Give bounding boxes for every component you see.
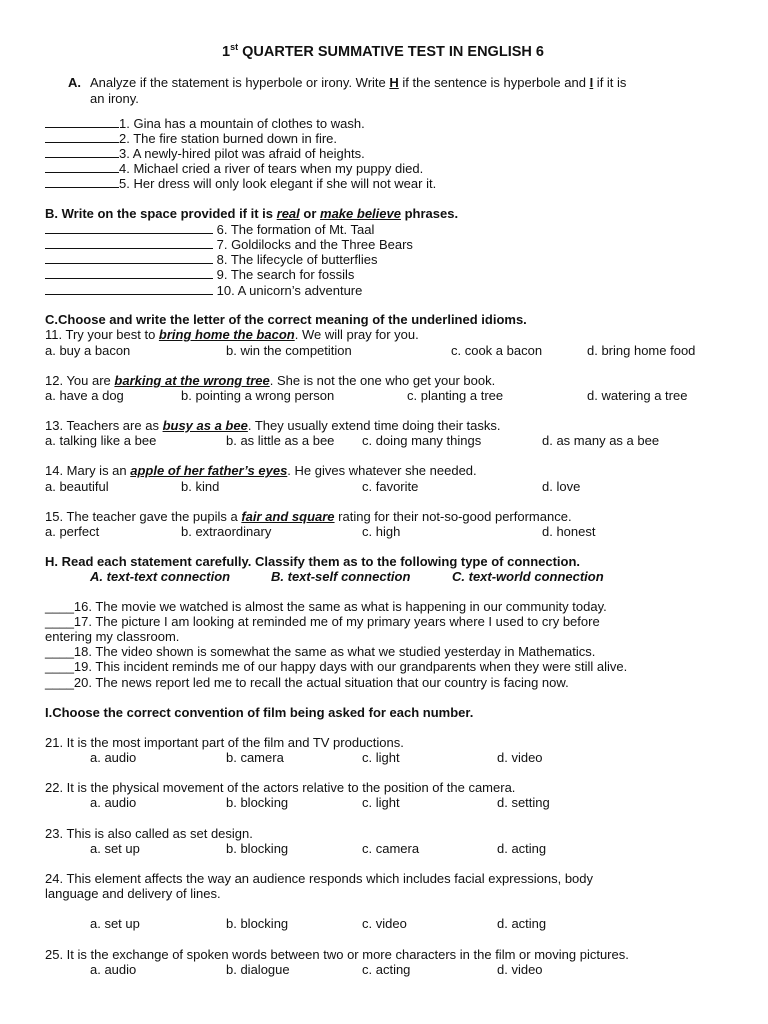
option[interactable]: a. talking like a bee	[45, 433, 157, 448]
answer-blank[interactable]	[45, 267, 213, 279]
option[interactable]: b. blocking	[226, 841, 289, 856]
idiom: bring home the bacon	[158, 327, 295, 342]
list-item	[45, 283, 362, 298]
heading-text: phrases.	[400, 206, 459, 221]
item-text: 6. The formation of Mt. Taal	[213, 222, 375, 237]
connection-type: B. text-self connection	[271, 569, 411, 584]
option[interactable]: d. as many as a bee	[542, 433, 660, 448]
section-h-heading: H. Read each statement carefully. Classify them as to the following type of connection.	[45, 554, 581, 569]
option[interactable]: b. blocking	[226, 916, 289, 931]
option[interactable]: b. blocking	[226, 795, 289, 810]
option[interactable]: a. set up	[90, 841, 140, 856]
item-text: 18. The video shown is somewhat the same as what we studied yesterday in Mathematics.	[73, 644, 596, 659]
section-a-letter: A.	[68, 75, 81, 90]
option[interactable]: d. video	[497, 962, 543, 977]
question-text: rating for their not-so-good performance.	[334, 509, 572, 524]
question-text: 15. The teacher gave the pupils a	[45, 509, 242, 524]
list-item	[45, 252, 378, 267]
list-item	[45, 614, 600, 629]
option[interactable]: d. acting	[497, 916, 547, 931]
option[interactable]: d. honest	[542, 524, 596, 539]
list-item	[45, 161, 423, 176]
option[interactable]: b. dialogue	[226, 962, 290, 977]
title-text: QUARTER SUMMATIVE TEST IN ENGLISH 6	[238, 43, 544, 60]
connection-type: A. text-text connection	[90, 569, 231, 584]
question-text: . She is not the one who get your book.	[269, 373, 496, 388]
answer-blank[interactable]	[45, 222, 213, 234]
item-text: 17. The picture I am looking at reminded me of my primary years where I used to cry before	[73, 614, 600, 629]
heading-make-believe: make believe	[320, 206, 401, 221]
item-text: 5. Her dress will only look elegant if she will not wear it.	[119, 176, 437, 191]
page-title	[222, 40, 544, 60]
question-22: 22. It is the physical movement of the actors relative to the position of the camera.	[45, 780, 516, 795]
item-text: 2. The fire station burned down in fire.	[119, 131, 337, 146]
option[interactable]: b. extraordinary	[181, 524, 272, 539]
option[interactable]: d. setting	[497, 795, 550, 810]
question-15	[45, 509, 572, 524]
idiom: busy as a bee	[162, 418, 248, 433]
option[interactable]: d. video	[497, 750, 543, 765]
option[interactable]: a. beautiful	[45, 479, 109, 494]
question-24: 24. This element affects the way an audience responds which includes facial expressions, body	[45, 871, 594, 886]
answer-blank[interactable]	[45, 237, 213, 249]
instruction-text: if the sentence is hyperbole and	[398, 75, 590, 90]
list-item	[45, 222, 374, 237]
answer-blank[interactable]	[45, 131, 119, 143]
question-13	[45, 418, 501, 433]
question-text: . They usually extend time doing their tasks.	[247, 418, 501, 433]
item-text: 10. A unicorn’s adventure	[213, 283, 363, 298]
item-text: 8. The lifecycle of butterflies	[213, 252, 378, 267]
option[interactable]: b. camera	[226, 750, 284, 765]
answer-blank[interactable]: ____	[45, 599, 74, 614]
item-text: 1. Gina has a mountain of clothes to wash.	[119, 116, 365, 131]
instruction-text: Analyze if the statement is hyperbole or irony. Write	[90, 75, 390, 90]
item-continuation: entering my classroom.	[45, 629, 180, 644]
option[interactable]: c. doing many things	[362, 433, 482, 448]
section-a-instruction-cont: an irony.	[90, 91, 139, 106]
option[interactable]: a. buy a bacon	[45, 343, 131, 358]
list-item	[45, 599, 607, 614]
list-item	[45, 176, 436, 191]
option[interactable]: b. as little as a bee	[226, 433, 335, 448]
list-item	[45, 146, 365, 161]
answer-blank[interactable]: ____	[45, 675, 74, 690]
list-item	[45, 237, 413, 252]
option[interactable]: a. audio	[90, 962, 137, 977]
item-text: 7. Goldilocks and the Three Bears	[213, 237, 413, 252]
heading-real: real	[276, 206, 300, 221]
title-number: 1	[222, 43, 231, 60]
list-item	[45, 116, 365, 131]
answer-blank[interactable]: ____	[45, 614, 74, 629]
answer-blank[interactable]	[45, 283, 213, 295]
answer-blank[interactable]: ____	[45, 644, 74, 659]
question-21: 21. It is the most important part of the film and TV productions.	[45, 735, 404, 750]
section-c-heading: C.Choose and write the letter of the correct meaning of the underlined idioms.	[45, 312, 527, 327]
heading-text: B. Write on the space provided if it is	[45, 206, 277, 221]
item-text: 20. The news report led me to recall the actual situation that our country is facing now.	[73, 675, 569, 690]
answer-blank[interactable]	[45, 146, 119, 158]
question-text: 13. Teachers are as	[45, 418, 163, 433]
option[interactable]: c. cook a bacon	[451, 343, 543, 358]
list-item	[45, 267, 354, 282]
option[interactable]: d. love	[542, 479, 581, 494]
idiom: fair and square	[241, 509, 335, 524]
instruction-text: if it is	[593, 75, 627, 90]
question-25: 25. It is the exchange of spoken words between two or more characters in the film or moving pictures.	[45, 947, 629, 962]
answer-blank[interactable]	[45, 161, 119, 173]
answer-blank[interactable]: ____	[45, 659, 74, 674]
idiom: barking at the wrong tree	[114, 373, 270, 388]
option[interactable]: c. light	[362, 795, 400, 810]
question-24-cont: language and delivery of lines.	[45, 886, 221, 901]
item-text: 19. This incident reminds me of our happy days with our grandparents when they were still alive.	[73, 659, 628, 674]
instruction-i: I	[589, 75, 594, 90]
list-item	[45, 675, 569, 690]
option[interactable]: c. light	[362, 750, 400, 765]
option[interactable]: d. bring home food	[587, 343, 696, 358]
idiom: apple of her father’s eyes	[130, 463, 288, 478]
item-text: 16. The movie we watched is almost the same as what is happening in our community today.	[73, 599, 607, 614]
question-14	[45, 463, 477, 478]
option[interactable]: a. perfect	[45, 524, 100, 539]
option[interactable]: c. high	[362, 524, 401, 539]
option[interactable]: a. audio	[90, 750, 137, 765]
question-text: 14. Mary is an	[45, 463, 131, 478]
instruction-h: H	[389, 75, 399, 90]
answer-blank[interactable]	[45, 116, 119, 128]
section-b-heading	[45, 206, 458, 221]
question-text: . We will pray for you.	[294, 327, 419, 342]
option[interactable]: a. set up	[90, 916, 140, 931]
question-23: 23. This is also called as set design.	[45, 826, 253, 841]
option[interactable]: b. win the competition	[226, 343, 352, 358]
question-text: . He gives whatever she needed.	[287, 463, 477, 478]
option[interactable]: d. watering a tree	[587, 388, 688, 403]
answer-blank[interactable]	[45, 252, 213, 264]
item-text: 9. The search for fossils	[213, 267, 355, 282]
option[interactable]: c. acting	[362, 962, 411, 977]
answer-blank[interactable]	[45, 176, 119, 188]
option[interactable]: c. planting a tree	[407, 388, 504, 403]
title-superscript: st	[230, 42, 239, 52]
question-12	[45, 373, 495, 388]
option[interactable]: c. camera	[362, 841, 420, 856]
question-11	[45, 327, 419, 342]
option[interactable]: b. kind	[181, 479, 220, 494]
heading-text: or	[299, 206, 321, 221]
option[interactable]: a. have a dog	[45, 388, 124, 403]
list-item	[45, 131, 337, 146]
question-text: 12. You are	[45, 373, 115, 388]
option[interactable]: c. favorite	[362, 479, 419, 494]
list-item	[45, 659, 627, 674]
section-a-instruction	[90, 75, 626, 90]
item-text: 3. A newly-hired pilot was afraid of heights.	[119, 146, 365, 161]
connection-type: C. text-world connection	[452, 569, 604, 584]
option[interactable]: d. acting	[497, 841, 547, 856]
question-text: 11. Try your best to	[45, 327, 159, 342]
list-item	[45, 644, 595, 659]
section-i-heading: I.Choose the correct convention of film being asked for each number.	[45, 705, 474, 720]
option[interactable]: b. pointing a wrong person	[181, 388, 335, 403]
option[interactable]: a. audio	[90, 795, 137, 810]
item-text: 4. Michael cried a river of tears when my puppy died.	[119, 161, 424, 176]
option[interactable]: c. video	[362, 916, 407, 931]
